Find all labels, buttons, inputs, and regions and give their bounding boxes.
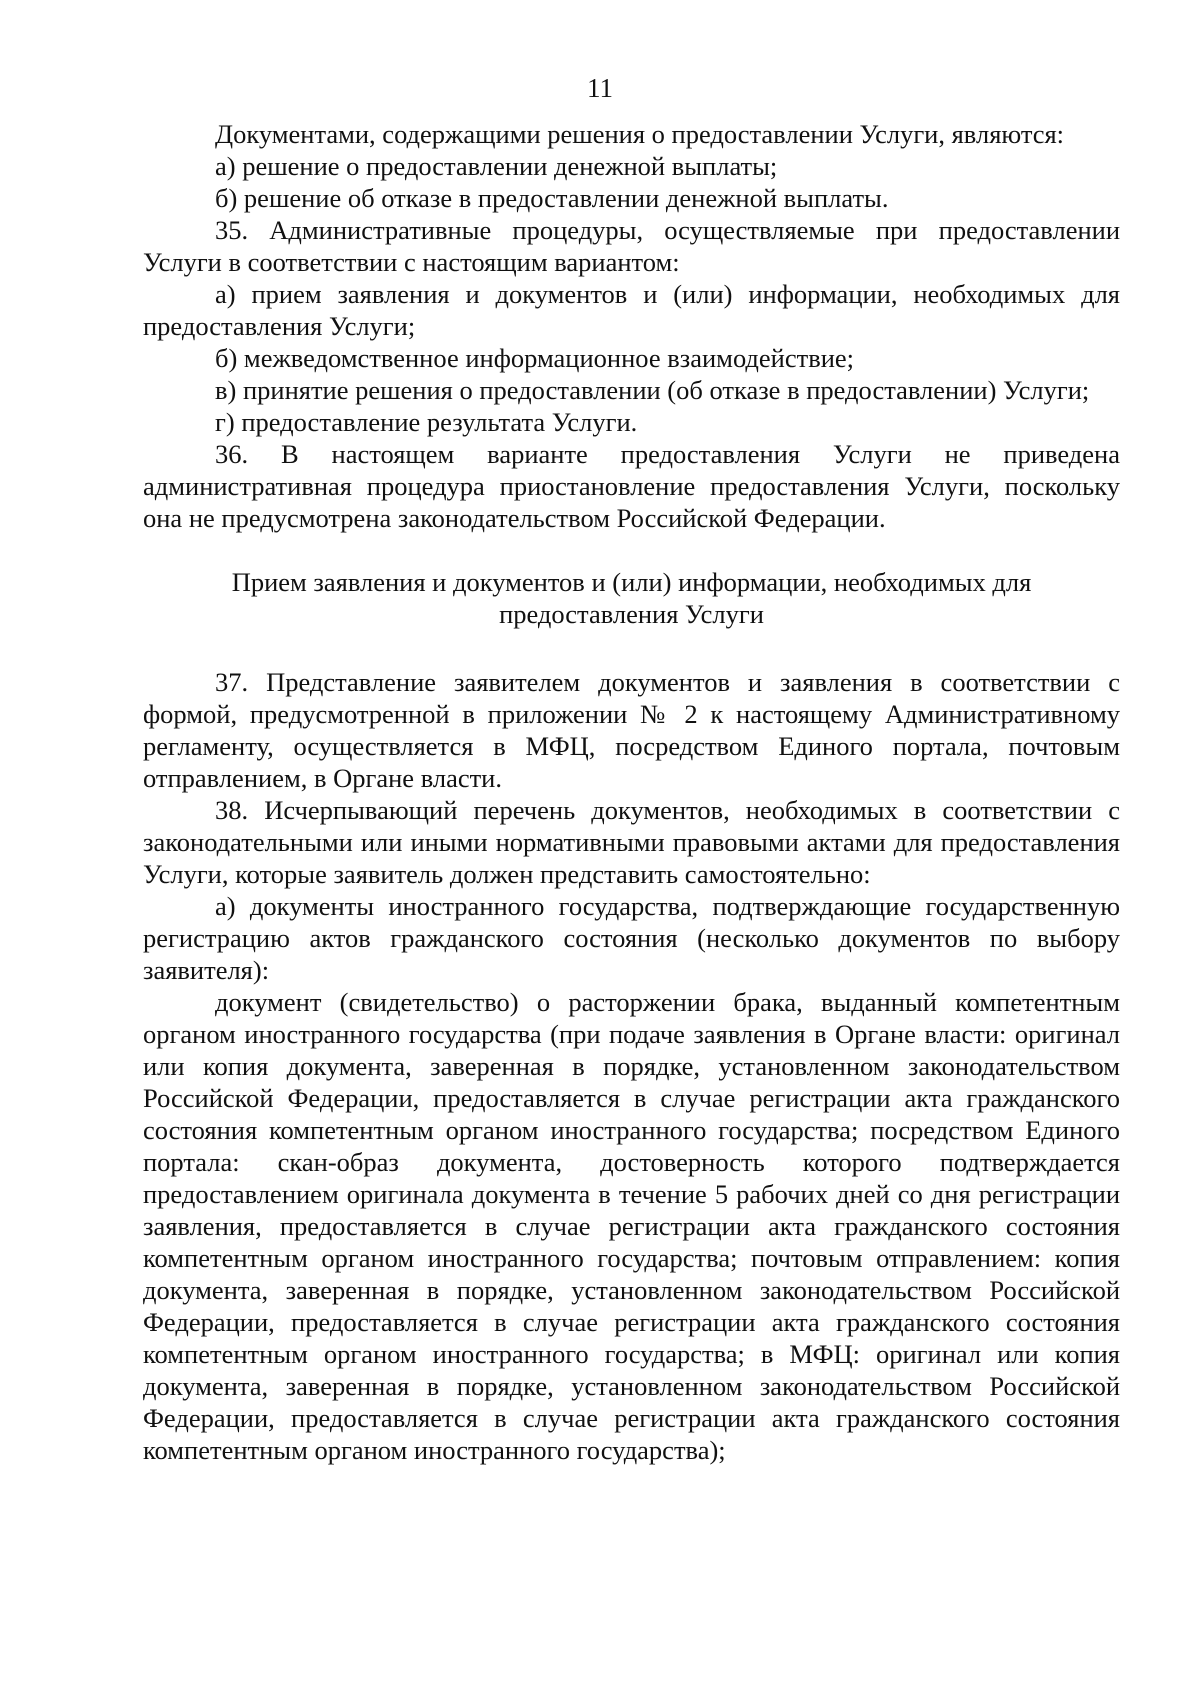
paragraph-36: 36. В настоящем варианте предоставления Услуги не приведена административная процедура приостановление предоставления Услуги, поскольку она не предусмотрена законодательством Российской Федерации. [143,439,1120,533]
spacer [143,534,1120,566]
paragraph-37: 37. Представление заявителем документов и заявления в соответствии с формой, предусмотренной в приложении № 2 к настоящему Административному регламенту, осуществляется в МФЦ, посредством Единого портала, почтовым отправлением, в Органе власти. [143,667,1120,793]
spacer [143,630,1120,666]
paragraph-divorce-certificate: документ (свидетельство) о расторжении брака, выданный компетентным органом иностранного государства (при подаче заявления в Органе власти: оригинал или копия документа, заверенная в порядке, установленном законодательством Российской Федерации, предоставляется в случае регистрации акта гражданского состояния компетентным органом иностранного государства; посредством Единого портала: скан-образ документа, достоверность которого подтверждается предоставлением оригинала документа в течение 5 рабочих дней со дня регистрации заявления, предоставляется в случае регистрации акта гражданского состояния компетентным органом иностранного государства; почтовым отправлением: копия документа, заверенная в порядке, установленном законодательством Российской Федерации, предоставляется в случае регистрации акта гражданского состояния компетентным органом иностранного государства; в МФЦ: оригинал или копия документа, заверенная в порядке, установленном законодательством Российской Федерации, предоставляется в случае регистрации акта гражданского состояния компетентным органом иностранного государства); [143,987,1120,1465]
paragraph-decision-documents: Документами, содержащими решения о предоставлении Услуги, являются: [215,119,1065,149]
document-body [143,118,1120,1466]
paragraph-38: 38. Исчерпывающий перечень документов, необходимых в соответствии с законодательными или иными нормативными правовыми актами для предоставления Услуги, которые заявитель должен представить самостоятельно: [143,795,1120,889]
list-item-a-grant-decision: а) решение о предоставлении денежной выплаты; [215,151,778,181]
list-item-35a: а) прием заявления и документов и (или) информации, необходимых для предоставления Услуги; [143,279,1120,341]
page-number: 11 [587,73,613,103]
list-item-35v: в) принятие решения о предоставлении (об отказе в предоставлении) Услуги; [215,375,1090,405]
list-item-35g: г) предоставление результата Услуги. [215,407,638,437]
section-heading: Прием заявления и документов и (или) информации, необходимых для предоставления Услуги [231,567,1032,629]
paragraph-35: 35. Административные процедуры, осуществляемые при предоставлении Услуги в соответствии с настоящим вариантом: [143,215,1120,277]
list-item-35b: б) межведомственное информационное взаимодействие; [215,343,855,373]
list-item-38a: а) документы иностранного государства, подтверждающие государственную регистрацию актов гражданского состояния (несколько документов по выбору заявителя): [143,891,1120,985]
list-item-b-refusal-decision: б) решение об отказе в предоставлении денежной выплаты. [215,183,889,213]
